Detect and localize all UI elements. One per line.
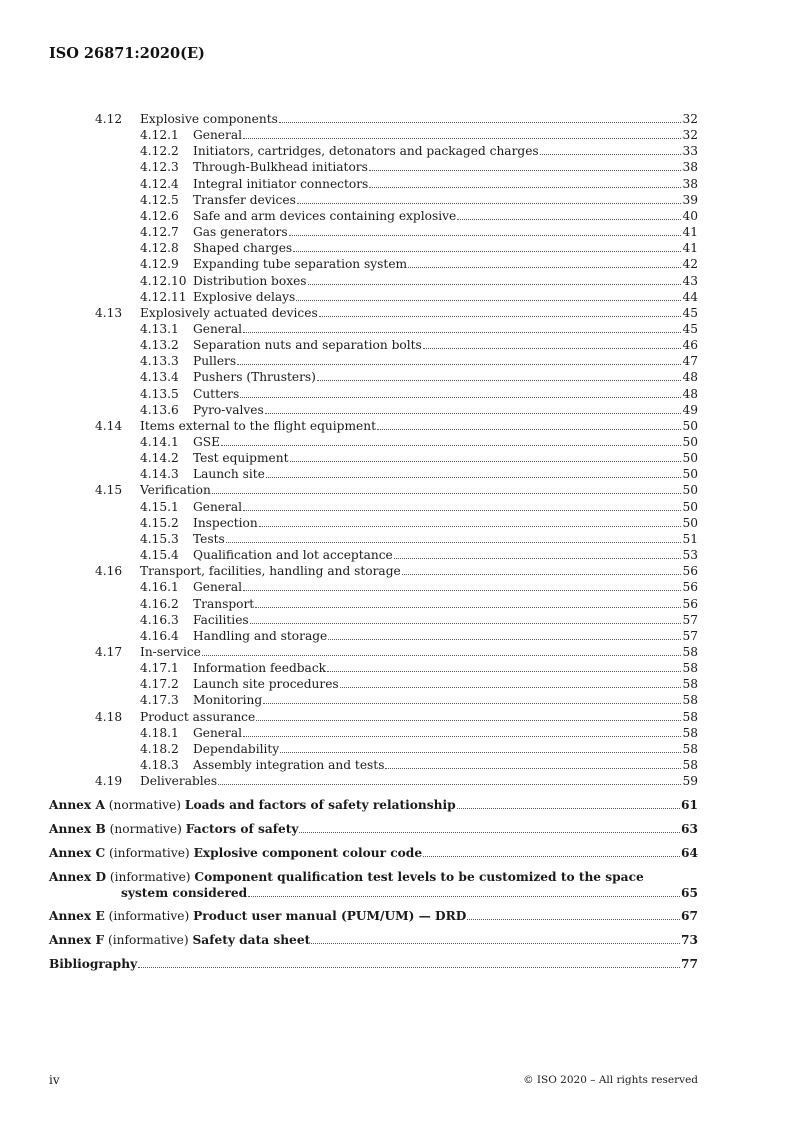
dot-leader [263,692,681,704]
toc-entry[interactable] [0,256,793,272]
toc-entry-title: Pushers (Thrusters) [193,370,316,385]
toc-entry-page-number: 46 [682,338,698,353]
dot-leader [297,192,682,204]
toc-entry-page-number: 50 [682,435,698,449]
dot-leader [293,240,681,252]
annex-page-number: 64 [681,846,698,860]
toc-entry-number: 4.15 [95,483,123,498]
toc-entry-number: 4.14 [95,418,123,433]
dot-leader [377,418,681,430]
dot-leader [296,289,681,301]
toc-entry-title: Product assurance [140,709,256,724]
toc-entry[interactable] [0,434,793,450]
dot-leader [402,563,682,575]
toc-entry[interactable] [0,240,793,256]
toc-entry-title: Dependability [193,741,280,756]
toc-entry-title: Safe and arm devices containing explosive [193,208,457,223]
toc-entry[interactable] [0,628,793,644]
annex-page-number: 67 [681,909,698,923]
toc-entry-page-number: 59 [682,774,698,789]
toc-entry[interactable] [0,369,793,385]
dot-leader [289,224,682,236]
dot-leader [385,757,681,769]
dot-leader [218,773,681,785]
toc-entry-number: 4.12.9 [140,257,179,272]
dot-leader [250,612,682,624]
toc-entry-number: 4.17 [95,644,123,659]
toc-entry-page-number: 33 [682,144,698,159]
toc-entry[interactable] [0,757,793,773]
toc-entry[interactable] [0,612,793,628]
toc-entry-page-number: 47 [682,354,698,369]
dot-leader [317,369,682,381]
dot-leader [408,256,681,268]
toc-entry[interactable] [0,692,793,708]
dot-leader [423,845,680,857]
toc-entry-number: 4.12 [95,112,123,126]
toc-entry-page-number: 32 [682,112,698,126]
toc-entry-title: General [193,725,242,740]
dot-leader [221,434,682,446]
toc-entry-number: 4.17.3 [140,693,179,708]
toc-entry[interactable] [0,450,793,466]
dot-leader [280,741,681,753]
annex-kind: (normative) [109,822,182,836]
toc-entry-title: Handling and storage [193,628,328,643]
toc-entry-number: 4.12.7 [140,225,179,240]
toc-entry-page-number: 50 [682,451,698,466]
annex-title: Loads and factors of safety relationship [184,798,456,812]
toc-entry-page-number: 41 [682,225,698,240]
toc-entry-title: Deliverables [140,774,218,789]
toc-entry-page-number: 42 [682,257,698,272]
toc-entry-title: Transport, facilities, handling and storage [140,564,401,579]
toc-entry-title: Explosively actuated devices [140,305,318,320]
toc-annex-d[interactable] [49,869,698,901]
dot-leader [138,956,680,968]
dot-leader [256,709,681,721]
toc-entry[interactable] [0,773,793,789]
dot-leader [265,402,682,414]
dot-leader [540,143,682,155]
toc-entry-number: 4.17.2 [140,677,179,692]
dot-leader [311,932,680,944]
toc-entry-number: 4.16.3 [140,612,179,627]
toc-entry-page-number: 58 [682,644,698,659]
toc-entry-title: General [193,128,242,143]
toc-entry-page-number: 58 [682,709,698,724]
annex-label: Annex D [49,870,107,884]
dot-leader [299,821,680,833]
toc-entry-number: 4.19 [95,774,123,789]
toc-entry-number: 4.12.1 [140,128,179,143]
dot-leader [240,386,681,398]
annex-page-number: 65 [681,886,698,900]
toc-entry[interactable] [0,515,793,531]
toc-entry-title: Transfer devices [193,192,296,207]
toc-entry[interactable] [0,725,793,741]
toc-entry-title: Test equipment [193,451,289,466]
toc-entry[interactable] [0,143,793,159]
toc-entry-number: 4.18 [95,709,123,724]
toc-entry-number: 4.15.4 [140,548,179,563]
toc-entry-number: 4.12.5 [140,192,179,207]
toc-entry[interactable] [0,176,793,192]
dot-leader [266,466,682,478]
toc-entry-page-number: 58 [682,741,698,756]
toc-entry-number: 4.18.3 [140,758,179,772]
toc-entry-title: General [193,321,242,336]
dot-leader [290,450,682,462]
toc-entry-number: 4.18.1 [140,725,179,740]
toc-entry-title: Initiators, cartridges, detonators and packaged charges [193,144,539,159]
toc-entry-title: Launch site [193,467,265,482]
page-number: iv [49,1073,60,1087]
toc-entry-number: 4.16 [95,564,123,579]
annex-page-number: 63 [681,822,698,836]
toc-entry-number: 4.15.3 [140,531,179,546]
document-id: ISO 26871:2020(E) [49,45,205,62]
toc-entry-number: 4.12.8 [140,241,179,256]
dot-leader [327,660,681,672]
annex-label: Annex C [49,846,106,860]
dot-leader [279,111,682,123]
toc-entry[interactable] [0,531,793,547]
toc-entry-page-number: 50 [682,483,698,498]
toc-entry[interactable] [0,547,793,563]
dot-leader [237,353,681,365]
annex-title: Factors of safety [185,822,299,836]
toc-entry[interactable] [0,563,793,579]
dot-leader [255,596,681,608]
annex-title: Product user manual (PUM/UM) — DRD [193,909,467,923]
toc-entry-title: Assembly integration and tests [193,758,385,772]
toc-entry-title: Expanding tube separation system [193,257,408,272]
toc-entry-page-number: 57 [682,628,698,643]
toc-entry[interactable] [0,127,793,143]
toc-entry-page-number: 45 [682,305,698,320]
dot-leader [328,628,681,640]
toc-entry-title: Facilities [193,612,249,627]
toc-entry-number: 4.14.3 [140,467,179,482]
toc-entry-title: General [193,580,242,595]
dot-leader [243,499,681,511]
annex-title: Component qualification test levels to be customized to the space [194,870,644,884]
dot-leader [340,676,682,688]
toc-entry[interactable] [0,192,793,208]
toc-entry-page-number: 57 [682,612,698,627]
toc-entry-page-number: 53 [682,548,698,563]
toc-entry-title: Qualification and lot acceptance [193,548,393,563]
toc-entry-title: Tests [193,531,225,546]
toc-entry[interactable] [0,644,793,660]
toc-entry-title: Items external to the flight equipment [140,418,376,433]
toc-entry-number: 4.13.3 [140,354,179,369]
toc-entry-title: Separation nuts and separation bolts [193,338,422,353]
dot-leader [319,305,682,317]
annex-label: Annex B [49,822,106,836]
dot-leader [457,797,680,809]
annex-title-continued: system considered [121,886,248,900]
toc-entry-page-number: 56 [682,596,698,611]
toc-entry-title: Shaped charges [193,241,293,256]
toc-entry-number: 4.13.5 [140,386,179,401]
annex-kind: (informative) [108,909,190,923]
dot-leader [212,482,682,494]
toc-entry[interactable] [0,208,793,224]
toc-entry[interactable] [0,353,793,369]
toc-entry[interactable] [0,305,793,321]
toc-entry-page-number: 50 [682,499,698,514]
toc-entry[interactable] [0,337,793,353]
toc-entry-page-number: 56 [682,580,698,595]
toc-entry-title: Monitoring [193,693,263,708]
dot-leader [243,127,681,139]
toc-entry-number: 4.16.2 [140,596,179,611]
toc-entry-title: Information feedback [193,661,327,676]
toc-entry-title: In-service [140,644,201,659]
toc-entry[interactable] [0,111,793,127]
toc-entry[interactable] [0,273,793,289]
toc-entry[interactable] [0,596,793,612]
annex-kind: (normative) [108,798,182,812]
dot-leader [423,337,682,349]
toc-entry[interactable] [0,660,793,676]
toc-entry[interactable] [0,159,793,175]
toc-entry-page-number: 39 [682,192,698,207]
annex-page-number: 73 [681,933,698,947]
annex-kind: (informative) [109,846,190,860]
toc-entry-number: 4.13.1 [140,321,179,336]
dot-leader [248,885,680,897]
toc-entry-title: Distribution boxes [193,273,307,288]
toc-entry-number: 4.16.4 [140,628,179,643]
toc-entry[interactable] [0,386,793,402]
toc-entry-title: General [193,499,242,514]
toc-entry-number: 4.17.1 [140,661,179,676]
toc-entry-number: 4.13 [95,305,123,320]
dot-leader [394,547,682,559]
toc-entry[interactable] [0,289,793,305]
toc-entry-number: 4.12.11 [140,289,187,304]
dot-leader [369,176,681,188]
toc-entry-page-number: 58 [682,725,698,740]
toc-entry-title: Launch site procedures [193,677,339,692]
toc-entry-title: Explosive components [140,112,278,126]
toc-entry-number: 4.12.4 [140,176,179,191]
toc-entry-title: Pullers [193,354,237,369]
toc-entry-page-number: 58 [682,758,698,772]
dot-leader [226,531,682,543]
toc-entry-number: 4.16.1 [140,580,179,595]
toc-entry[interactable] [0,402,793,418]
toc-entry-number: 4.14.1 [140,435,179,449]
bibliography-page-number: 77 [681,957,698,971]
annex-label: Annex F [49,933,105,947]
toc-entry-page-number: 58 [682,693,698,708]
toc-entry-page-number: 50 [682,418,698,433]
toc-entry-number: 4.14.2 [140,451,179,466]
toc-entry-page-number: 43 [682,273,698,288]
toc-entry-number: 4.15.2 [140,515,179,530]
toc-entry-number: 4.13.2 [140,338,179,353]
toc-entry-page-number: 32 [682,128,698,143]
toc-entry-page-number: 58 [682,661,698,676]
toc-entry-number: 4.12.3 [140,160,179,175]
toc-entry[interactable] [0,482,793,498]
toc-entry-number: 4.12.10 [140,273,187,288]
toc-entry-page-number: 48 [682,386,698,401]
toc-entry-page-number: 50 [682,467,698,482]
dot-leader [369,159,682,171]
annex-kind: (informative) [109,870,191,884]
dot-leader [467,908,680,920]
toc-entry[interactable] [0,741,793,757]
toc-entry-number: 4.18.2 [140,741,179,756]
toc-entry-number: 4.12.2 [140,144,179,159]
toc-entry-title: Gas generators [193,225,288,240]
annex-title: Explosive component colour code [193,846,423,860]
toc-entry[interactable] [0,676,793,692]
toc-entry-title: Explosive delays [193,289,296,304]
annex-page-number: 61 [681,798,698,812]
annex-label: Annex E [49,909,105,923]
toc-entry-page-number: 51 [682,531,698,546]
toc-entry-page-number: 40 [682,208,698,223]
dot-leader [259,515,682,527]
dot-leader [243,725,681,737]
toc-entry-page-number: 58 [682,677,698,692]
toc-entry-page-number: 44 [682,289,698,304]
toc-entry-page-number: 50 [682,515,698,530]
dot-leader [457,208,681,220]
toc-entry-page-number: 48 [682,370,698,385]
toc-entry-page-number: 49 [682,402,698,417]
toc-entry-title: Transport [193,596,255,611]
toc-entry-page-number: 41 [682,241,698,256]
toc-entry-title: Inspection [193,515,258,530]
annex-label: Annex A [49,798,105,812]
toc-entry-title: Integral initiator connectors [193,176,369,191]
toc-entry-title: Cutters [193,386,240,401]
toc-entry-title: GSE [193,435,220,449]
dot-leader [308,273,682,285]
toc-entry[interactable] [0,466,793,482]
toc-entry-number: 4.13.6 [140,402,179,417]
toc-entry-number: 4.12.6 [140,208,179,223]
toc-entry[interactable] [0,499,793,515]
toc-entry-page-number: 38 [682,160,698,175]
toc-entry-number: 4.13.4 [140,370,179,385]
toc-entry-page-number: 38 [682,176,698,191]
toc-entry-title: Through-Bulkhead initiators [193,160,368,175]
toc-entry-title: Pyro-valves [193,402,264,417]
annex-kind: (informative) [107,933,189,947]
dot-leader [202,644,682,656]
toc-entry[interactable] [0,709,793,725]
toc-entry[interactable] [0,418,793,434]
toc-entry-page-number: 56 [682,564,698,579]
toc-entry-page-number: 45 [682,321,698,336]
dot-leader [243,321,681,333]
copyright-notice: © ISO 2020 – All rights reserved [523,1074,698,1086]
toc-entry-number: 4.15.1 [140,499,179,514]
annex-title: Safety data sheet [192,933,311,947]
toc-entry[interactable] [0,321,793,337]
toc-entry[interactable] [0,224,793,240]
bibliography-title: Bibliography [49,957,138,971]
toc-entry[interactable] [0,579,793,595]
dot-leader [243,579,681,591]
toc-entry-title: Verification [140,483,211,498]
